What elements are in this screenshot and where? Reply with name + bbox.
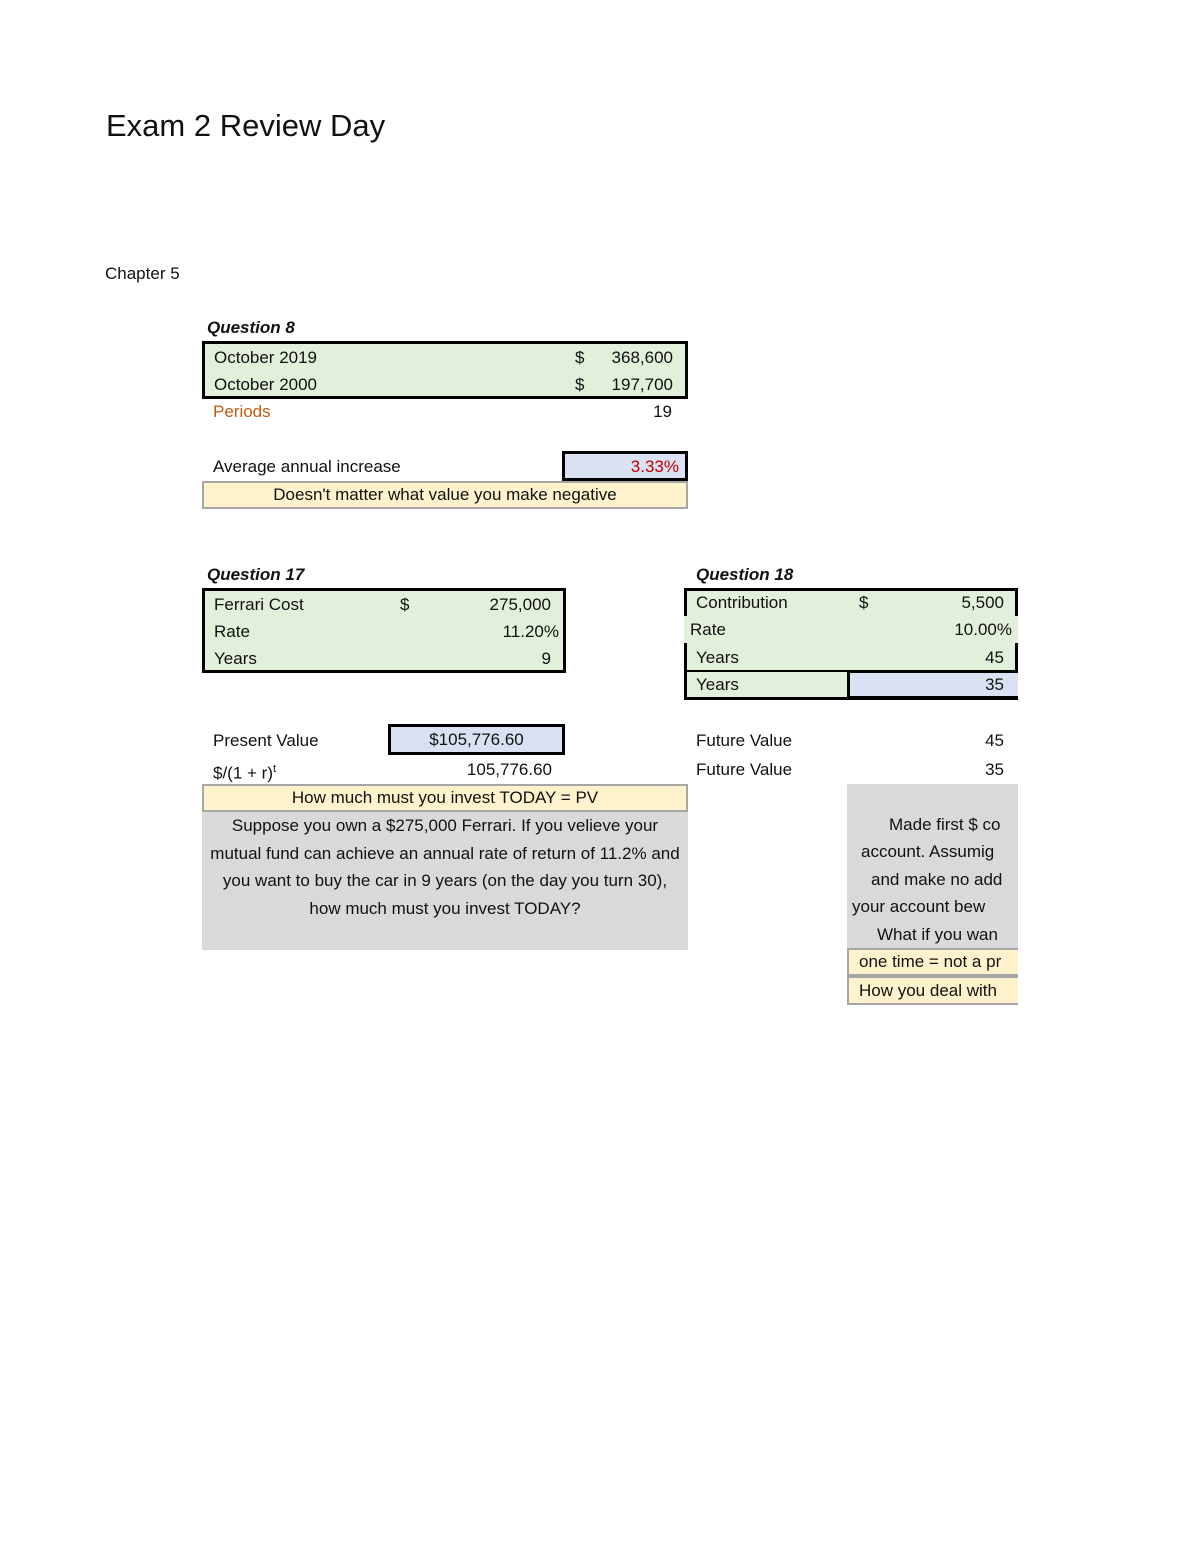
q8-row-value[interactable]: 197,700 (611, 375, 673, 394)
q18-row-contribution (684, 589, 1018, 616)
q8-row-label[interactable]: October 2000 (214, 375, 318, 394)
q8-periods-value[interactable]: 19 (653, 402, 672, 421)
q17-row-value[interactable]: 11.20% (502, 622, 559, 641)
q18-row-value[interactable]: 5,500 (961, 593, 1004, 612)
q17-description: Suppose you own a $275,000 Ferrari. If you velieve your mutual fund can achieve an annual rate of return of 11.2% and you want to buy the car in 9 years (on the day you turn 30), how much must you invest TODAY? (202, 812, 688, 950)
q8-periods-label: Periods (213, 402, 271, 421)
formula-superscript: t (273, 763, 277, 775)
question-8-label: Question 8 (207, 318, 295, 337)
q8-avg-label: Average annual increase (213, 457, 401, 476)
q17-formula-label (213, 756, 276, 787)
q18-row-rate (684, 616, 1018, 643)
q8-row-2000 (205, 371, 685, 398)
q17-pv-value: $105,776.60 (429, 730, 524, 749)
dollar-sign: $ (575, 375, 585, 394)
q8-row-label[interactable]: October 2019 (214, 348, 318, 367)
q8-note: Doesn't matter what value you make negative (202, 481, 688, 509)
q18-desc-line: account. Assumig (861, 842, 995, 861)
q8-row-2019 (205, 344, 685, 371)
q17-row-value[interactable]: 275,000 (489, 595, 551, 614)
q17-input-box (202, 588, 566, 673)
q17-pv-label: Present Value (213, 731, 319, 750)
q17-row-label[interactable]: Rate (214, 622, 250, 641)
q17-row-cost (205, 591, 563, 618)
q17-row-label[interactable]: Ferrari Cost (214, 595, 304, 614)
q18-fv-value[interactable]: 35 (985, 760, 1004, 779)
q8-avg-value: 3.33% (630, 457, 679, 476)
q18-note-1: one time = not a pr (847, 948, 1018, 976)
question-18-label: Question 18 (696, 565, 794, 584)
q18-fv-label: Future Value (696, 731, 793, 750)
page-title: Exam 2 Review Day (106, 108, 386, 143)
q18-desc-line: Made first $ co (889, 815, 1001, 834)
q18-fv-value[interactable]: 45 (985, 731, 1004, 750)
q17-row-rate (205, 618, 563, 645)
formula-text: $/(1 + r) (213, 763, 273, 783)
q18-note-2: How you deal with (847, 976, 1018, 1005)
q17-formula-value[interactable]: 105,776.60 (466, 760, 552, 779)
q18-description (847, 784, 1018, 948)
q18-desc-line: and make no add (871, 870, 1003, 889)
q18-row-value[interactable]: 10.00% (954, 620, 1012, 639)
dollar-sign: $ (575, 348, 585, 367)
q18-row-label[interactable]: Contribution (696, 593, 788, 612)
dollar-sign: $ (859, 593, 869, 612)
q18-input-area (684, 588, 1018, 700)
q18-row-value[interactable]: 35 (985, 675, 1004, 694)
q18-desc-line: your account bew (852, 897, 986, 916)
dollar-sign: $ (400, 595, 410, 614)
q18-note-1-wrap (847, 948, 1018, 976)
q18-row-years-45 (684, 644, 1018, 671)
q18-row-label[interactable]: Rate (690, 620, 726, 639)
q17-row-label[interactable]: Years (214, 649, 257, 668)
q17-row-years (205, 645, 563, 672)
q17-row-value[interactable]: 9 (541, 649, 551, 668)
q17-note: How much must you invest TODAY = PV (202, 784, 688, 812)
q18-row-years-35 (684, 671, 1018, 698)
q18-row-label[interactable]: Years (696, 648, 739, 667)
q18-desc-line: What if you wan (877, 925, 998, 944)
q17-pv-result[interactable] (388, 724, 565, 755)
q18-note-2-wrap (847, 976, 1018, 1005)
q18-row-value[interactable]: 45 (985, 648, 1004, 667)
q18-fv-label: Future Value (696, 760, 793, 779)
chapter-label: Chapter 5 (105, 264, 180, 283)
q18-row-label[interactable]: Years (696, 675, 739, 694)
q8-row-value[interactable]: 368,600 (611, 348, 673, 367)
q8-input-box (202, 341, 688, 399)
q8-avg-result[interactable] (562, 451, 688, 481)
question-17-label: Question 17 (207, 565, 305, 584)
